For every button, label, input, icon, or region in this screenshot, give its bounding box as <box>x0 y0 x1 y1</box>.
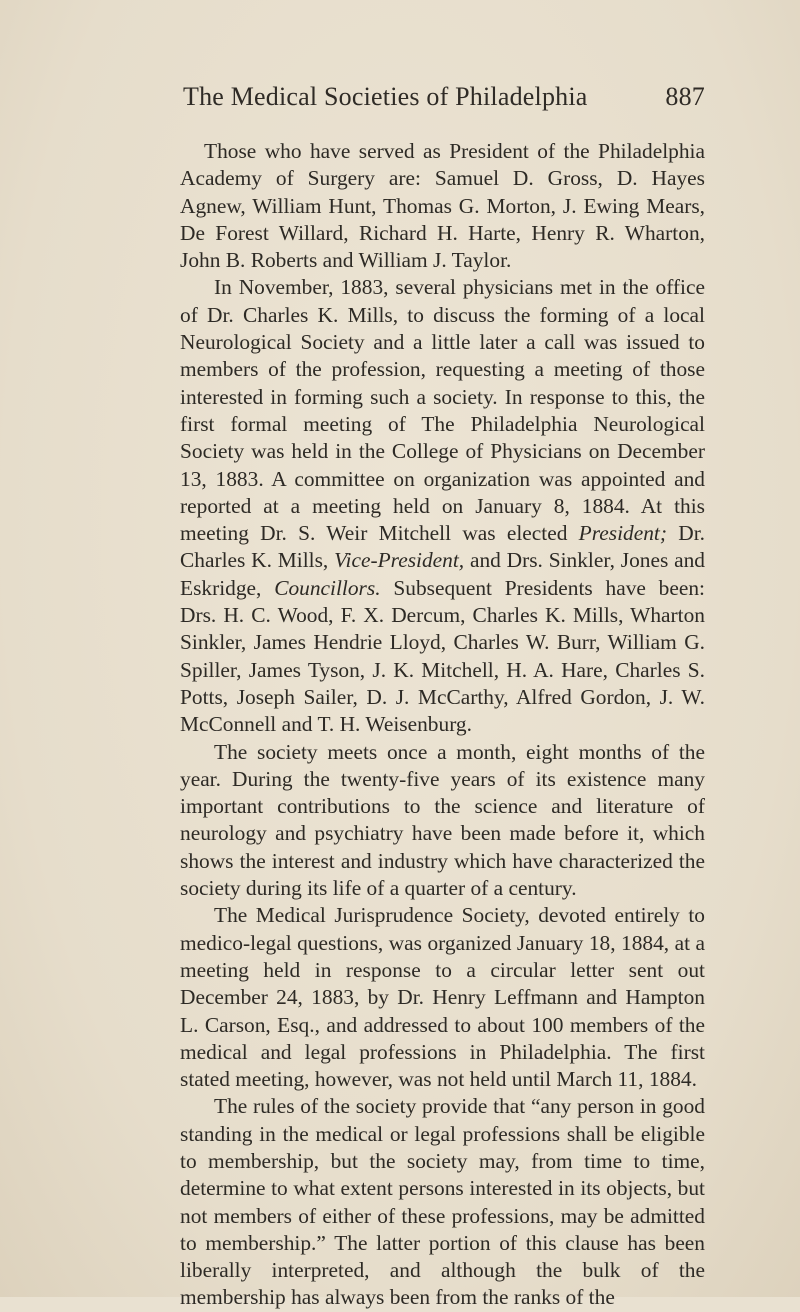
paragraph <box>180 739 705 903</box>
text-run: Those who have served as President of the Philadelphia Academy of Surgery are: Samuel D. Gross, D. Hayes Agnew, William Hunt, Thomas G. Morton, J. Ewing Mears, De Forest Willard, Richard H. Harte, Henry R. Wharton, John B. Roberts and William J. Taylor. <box>180 139 705 273</box>
text-run-italic: Vice-President, <box>334 548 465 573</box>
text-run-italic: Councillors. <box>274 575 381 600</box>
running-header <box>183 82 705 112</box>
text-run: The Medical Jurisprudence Society, devoted entirely to medico-legal questions, was organized January 18, 1884, at a meeting held in response to a circular letter sent out December 24, 1883, by Dr. Henry Leffmann and Hampton L. Carson, Esq., and addressed to about 100 members of the medical and legal professions in Philadelphia. The first stated meeting, however, was not held until March 11, 1884. <box>180 903 705 1092</box>
text-run: and Drs. Sinkler, Jones and Eskridge, <box>180 548 705 600</box>
paragraph <box>180 902 705 1093</box>
body-text <box>180 138 705 1312</box>
text-run: The rules of the society provide that “any person in good standing in the medical or legal professions shall be eligible to membership, but the society may, from time to time, determine to what extent persons interested in its objects, but not members of either of these professions, may be admitted to membership.” The latter portion of this clause has been liberally interpreted, and although the bulk of the membership has always been from the ranks of the <box>180 1094 705 1310</box>
text-run: Dr. Charles K. Mills, <box>180 521 705 573</box>
text-run-italic: President; <box>578 521 667 546</box>
paragraph <box>180 138 705 274</box>
text-run: Subsequent Presidents have been: Drs. H. C. Wood, F. X. Dercum, Charles K. Mills, Wharton Sinkler, James Hendrie Lloyd, Charles W. Burr, William G. Spiller, James Tyson, J. K. Mitchell, H. A. Hare, Charles S. Potts, Joseph Sailer, D. J. McCarthy, Alfred Gordon, J. W. McConnell and T. H. Weisenburg. <box>180 575 706 737</box>
paragraph <box>180 1093 705 1311</box>
header-title: The Medical Societies of Philadelphia <box>183 82 588 111</box>
text-run: The society meets once a month, eight months of the year. During the twenty-five years of its existence many important contributions to the science and literature of neurology and psychiatry have been made before it, which shows the interest and industry which have characterized the society during its life of a quarter of a century. <box>180 739 705 901</box>
text-run: In November, 1883, several physicians met in the office of Dr. Charles K. Mills, to discuss the forming of a local Neurological Society and a little later a call was issued to members of the profession, requesting a meeting of those interested in forming such a society. In response to this, the first formal meeting of The Philadelphia Neurological Society was held in the College of Physicians on December 13, 1883. A committee on organization was appointed and reported at a meeting held on January 8, 1884. At this meeting Dr. S. Weir Mitchell was elected <box>180 275 705 546</box>
page-number: 887 <box>665 82 705 111</box>
paragraph <box>180 274 705 738</box>
